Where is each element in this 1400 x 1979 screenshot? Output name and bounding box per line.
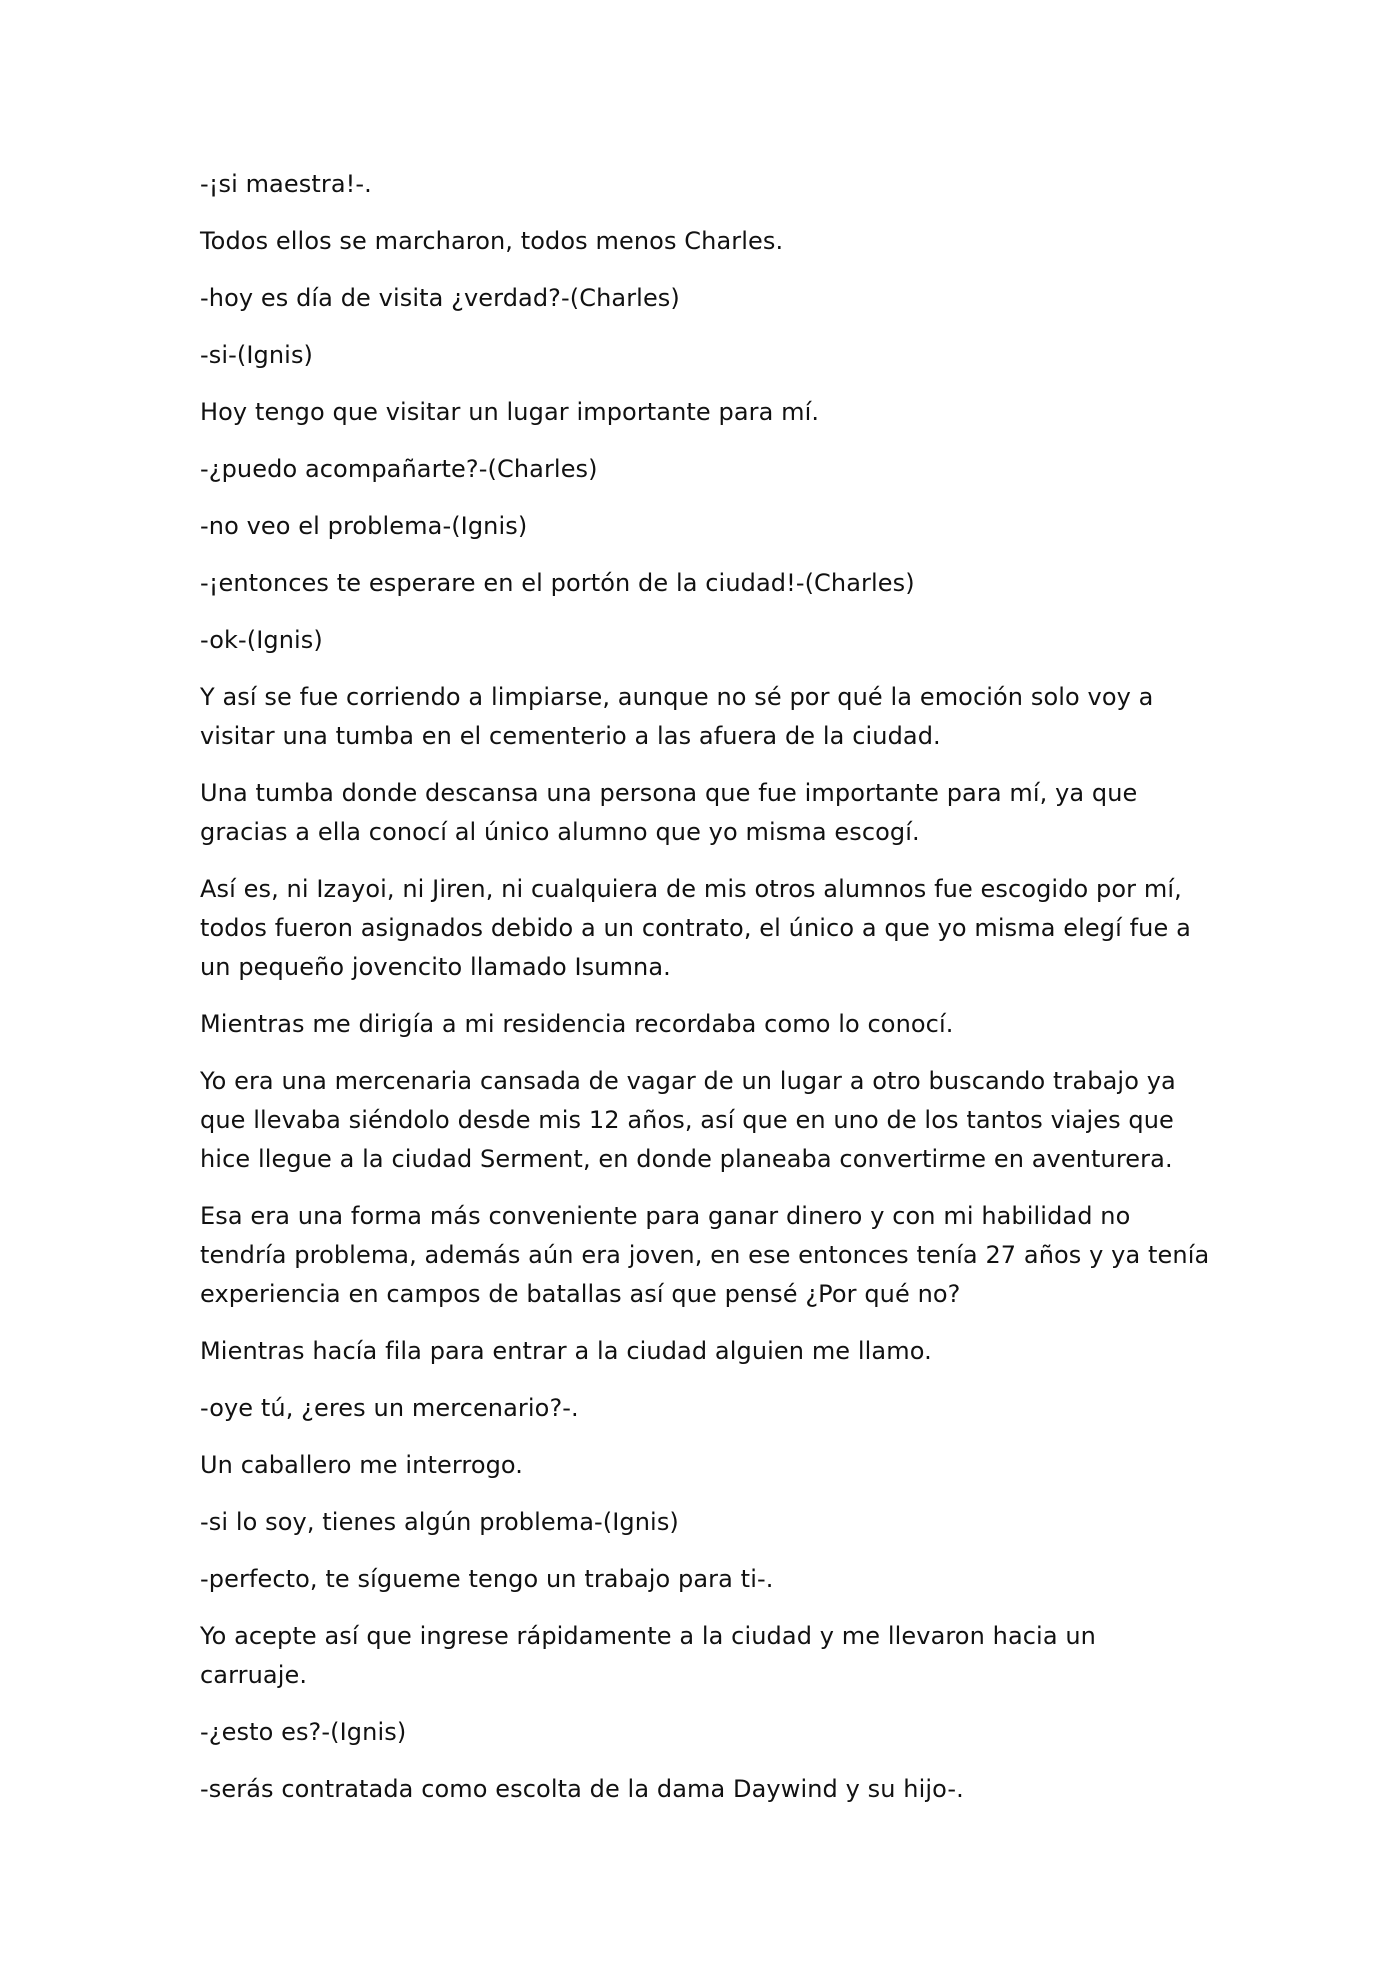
paragraph: Yo era una mercenaria cansada de vagar de un lugar a otro buscando trabajo ya que llevaba siéndolo desde mis 12 años, así que en uno de los tantos viajes que hice llegue a la ciudad Serment, en donde planeaba convertirme en aventurera. <box>200 1067 1176 1173</box>
paragraph: Así es, ni Izayoi, ni Jiren, ni cualquiera de mis otros alumnos fue escogido por mí, todos fueron asignados debido a un contrato, el único a que yo misma elegí fue a un pequeño jovencito llamado Isumna. <box>200 875 1191 981</box>
paragraph: Mientras hacía fila para entrar a la ciudad alguien me llamo. <box>200 1337 932 1365</box>
paragraph: -¡si maestra!-. <box>200 170 372 198</box>
paragraph: Mientras me dirigía a mi residencia recordaba como lo conocí. <box>200 1010 954 1038</box>
paragraph: -ok-(Ignis) <box>200 626 323 654</box>
document-body <box>200 165 1210 1827</box>
paragraph: Esa era una forma más conveniente para ganar dinero y con mi habilidad no tendría problema, además aún era joven, en ese entonces tenía 27 años y ya tenía experiencia en campos de batallas así que pensé ¿Por qué no? <box>200 1202 1210 1308</box>
paragraph: -oye tú, ¿eres un mercenario?-. <box>200 1394 579 1422</box>
paragraph: -si-(Ignis) <box>200 341 314 369</box>
paragraph: -¡entonces te esperare en el portón de la ciudad!-(Charles) <box>200 569 915 597</box>
paragraph: Un caballero me interrogo. <box>200 1451 524 1479</box>
paragraph: Todos ellos se marcharon, todos menos Charles. <box>200 227 784 255</box>
paragraph: Hoy tengo que visitar un lugar importante para mí. <box>200 398 820 426</box>
paragraph: -no veo el problema-(Ignis) <box>200 512 528 540</box>
paragraph: -perfecto, te sígueme tengo un trabajo para ti-. <box>200 1565 774 1593</box>
paragraph: -hoy es día de visita ¿verdad?-(Charles) <box>200 284 680 312</box>
paragraph: -serás contratada como escolta de la dama Daywind y su hijo-. <box>200 1775 964 1803</box>
paragraph: Una tumba donde descansa una persona que fue importante para mí, ya que gracias a ella conocí al único alumno que yo misma escogí. <box>200 779 1138 846</box>
paragraph: -¿puedo acompañarte?-(Charles) <box>200 455 598 483</box>
paragraph: Y así se fue corriendo a limpiarse, aunque no sé por qué la emoción solo voy a visitar una tumba en el cementerio a las afuera de la ciudad. <box>200 683 1154 750</box>
paragraph: Yo acepte así que ingrese rápidamente a la ciudad y me llevaron hacia un carruaje. <box>200 1622 1096 1689</box>
paragraph: -¿esto es?-(Ignis) <box>200 1718 407 1746</box>
paragraph: -si lo soy, tienes algún problema-(Ignis) <box>200 1508 679 1536</box>
